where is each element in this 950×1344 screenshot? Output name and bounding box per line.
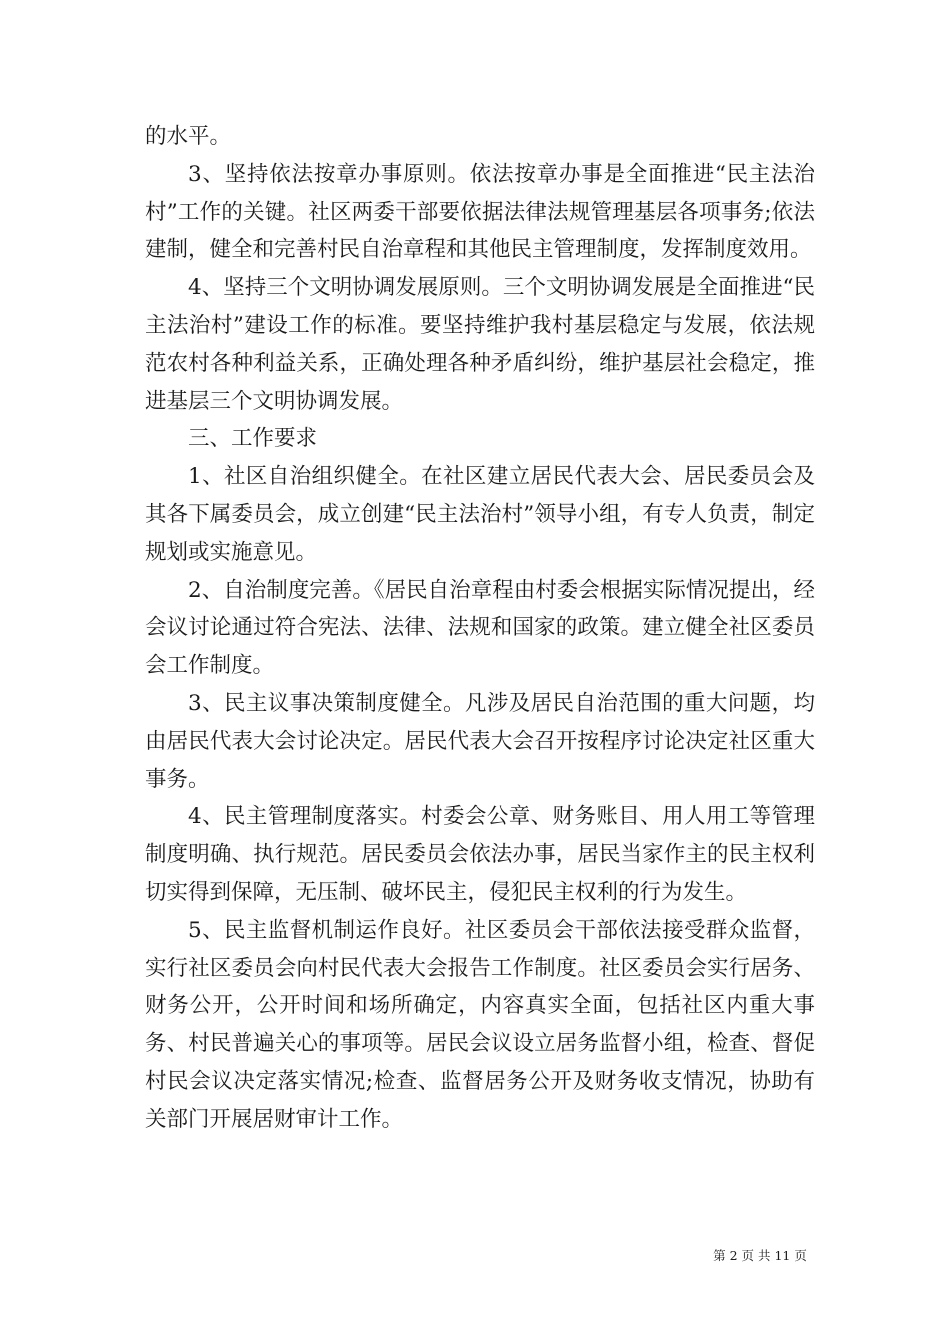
paragraph-requirement-2: 2、自治制度完善。《居民自治章程由村委会根据实际情况提出，经会议讨论通过符合宪法、法律、法规和国家的政策。建立健全社区委员会工作制度。	[145, 577, 815, 679]
page-number-footer: 第 2 页 共 11 页	[713, 1248, 807, 1263]
paragraph-principle-4: 4、坚持三个文明协调发展原则。三个文明协调发展是全面推进“民主法治村”建设工作的标准。要坚持维护我村基层稳定与发展，依法规范农村各种利益关系，正确处理各种矛盾纠纷，维护基层社会稳定，推进基层三个文明协调发展。	[145, 275, 815, 414]
paragraph-requirement-1: 1、社区自治组织健全。在社区建立居民代表大会、居民委员会及其各下属委员会，成立创建“民主法治村”领导小组，有专人负责，制定规划或实施意见。	[145, 464, 815, 565]
paragraph-requirement-4: 4、民主管理制度落实。村委会公章、财务账目、用人用工等管理制度明确、执行规范。居民委员会依法办事，居民当家作主的民主权利切实得到保障，无压制、破坏民主，侵犯民主权利的行为发生。	[145, 804, 815, 905]
paragraph-continuation: 的水平。	[145, 124, 232, 149]
paragraph-requirement-3: 3、民主议事决策制度健全。凡涉及居民自治范围的重大问题，均由居民代表大会讨论决定。居民代表大会召开按程序讨论决定社区重大事务。	[145, 690, 815, 792]
paragraph-requirement-5: 5、民主监督机制运作良好。社区委员会干部依法接受群众监督，实行社区委员会向村民代表大会报告工作制度。社区委员会实行居务、财务公开，公开时间和场所确定，内容真实全面，包括社区内重大事务、村民普遍关心的事项等。居民会议设立居务监督小组，检查、督促村民会议决定落实情况;检查、监督居务公开及财务收支情况，协助有关部门开展居财审计工作。	[145, 917, 815, 1132]
paragraph-principle-3: 3、坚持依法按章办事原则。依法按章办事是全面推进“民主法治村”工作的关键。社区两委干部要依据法律法规管理基层各项事务;依法建制，健全和完善村民自治章程和其他民主管理制度，发挥制度效用。	[145, 161, 815, 263]
section-heading-work-requirements: 三、工作要求	[188, 426, 318, 452]
document-body	[145, 118, 815, 1139]
